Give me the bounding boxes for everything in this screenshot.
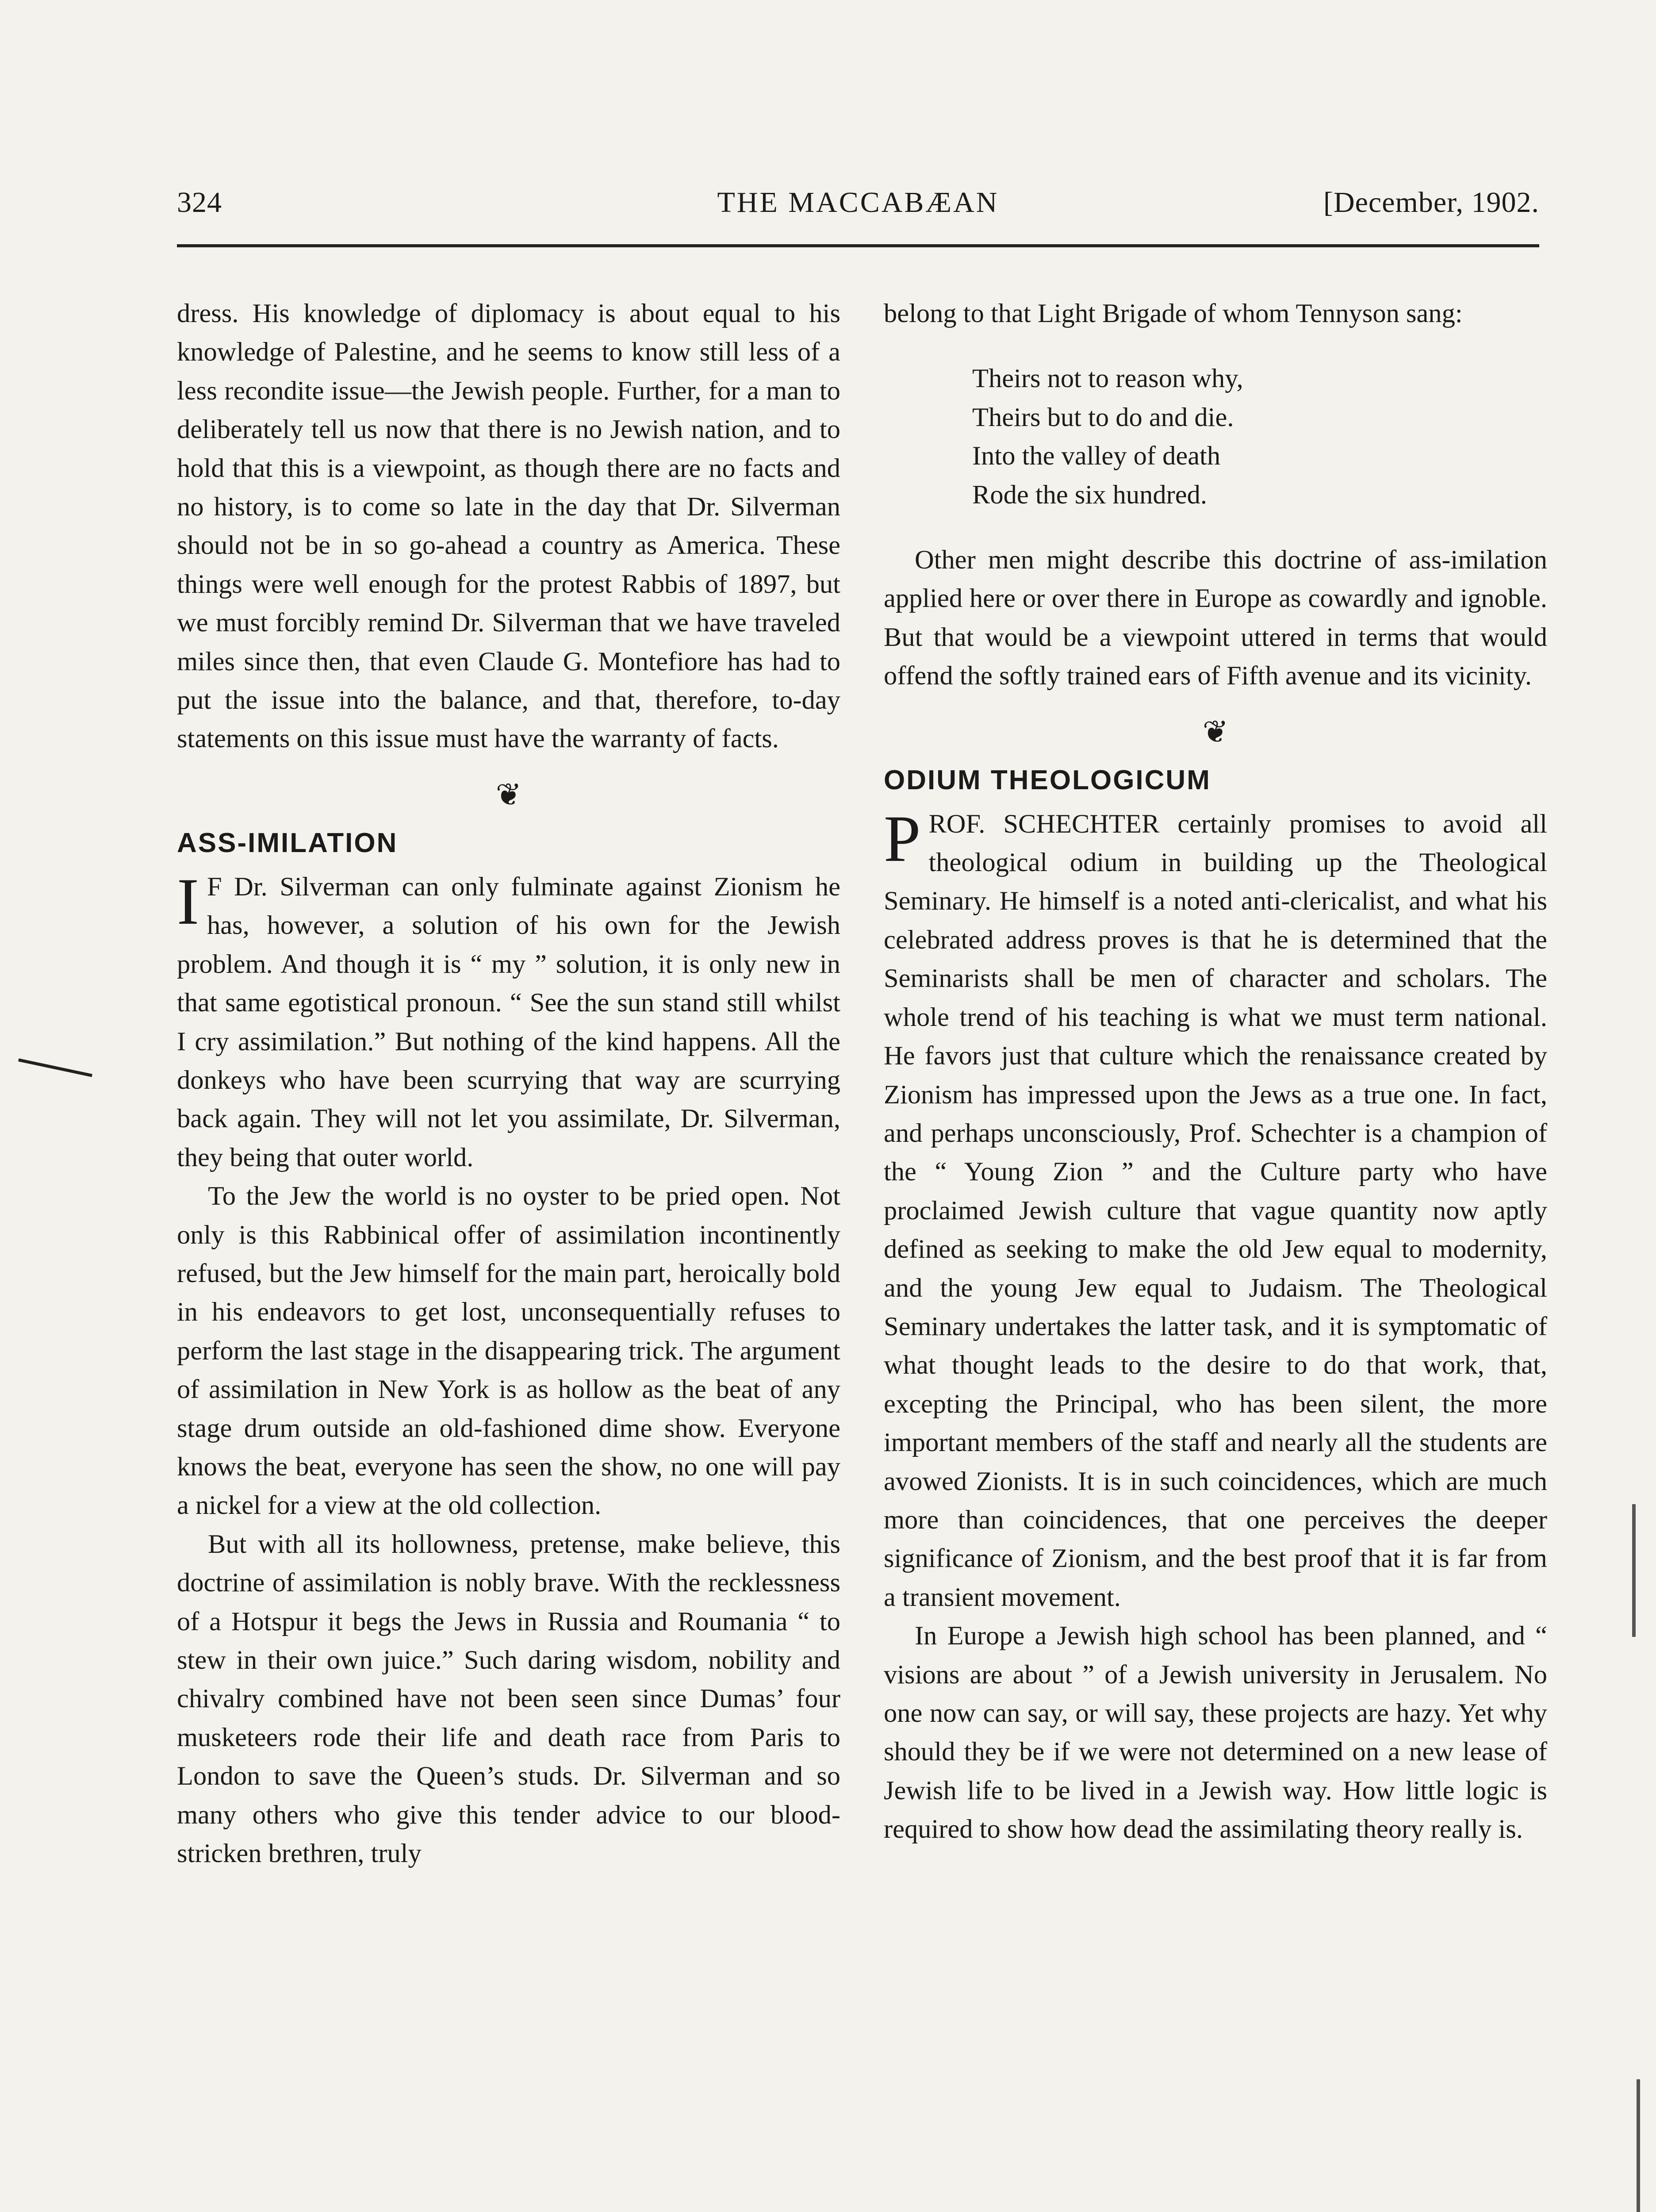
- left-paragraph-3: To the Jew the world is no oyster to be pried open. Not only is this Rabbinical offer of assimilation incontinently refused, but the Jew himself for the main part, heroically bold in his endeavors to get lost, unconsequentially refuses to perform the last stage in the disappearing trick. The argument of assimilation in New York is as hollow as the beat of any stage drum outside an old-fashioned dime show. Everyone knows the beat, everyone has seen the show, no one will pay a nickel for a view at the old collection.: [177, 1181, 840, 1521]
- drop-cap: I: [177, 864, 199, 938]
- right-column: [884, 294, 1547, 1849]
- poem-line: Into the valley of death: [972, 441, 1221, 471]
- fleuron-ornament: ❦: [1202, 715, 1229, 749]
- issue-date: [December, 1902.: [1323, 186, 1539, 219]
- right-paragraph-3: [884, 802, 1547, 1617]
- left-paragraph-2: [177, 864, 840, 1177]
- scan-margin-mark: [18, 1058, 92, 1077]
- left-paragraph-4: But with all its hollowness, pretense, make believe, this doctrine of assimilation is nobly brave. With the recklessness of a Hotspur it begs the Jews in Russia and Roumania “ to stew in their own juice.” Such daring wisdom, nobility and chivalry combined have not been seen since Dumas’ four musketeers rode their life and death race from Paris to London to save the Queen’s studs. Dr. Silverman and so many others who give this tender advice to our blood-stricken brethren, truly: [177, 1529, 840, 1869]
- right-paragraph-4: In Europe a Jewish high school has been planned, and “ visions are about ” of a Jewish university in Jerusalem. No one now can say, or will say, these projects are hazy. Yet why should they be if we were not determined on a new lease of Jewish life to be lived in a Jewish way. How little logic is required to show how dead the assimilating theory really is.: [884, 1621, 1547, 1844]
- right-paragraph-3-text: ROF. SCHECHTER certainly promises to avoid all theological odium in building up the Theological Seminary. He himself is a noted anti-clericalist, and what his celebrated address proves is that he is determined that the Seminarists shall be men of character and scholars. The whole trend of his teaching is what we must term national. He favors just that culture which the renaissance created by Zionism has impressed upon the Jews as a true one. In fact, and perhaps unconsciously, Prof. Schechter is a champion of the “ Young Zion ” and the Culture party who have proclaimed Jewish culture that vague quantity now aptly defined as seeking to make the old Jew equal to modernity, and the young Jew equal to Judaism. The Theological Seminary undertakes the latter task, and it is symptomatic of what thought leads to the desire to do that work, that, excepting the Principal, who has been silent, the more important members of the staff and nearly all the students are avowed Zionists. It is in such coincidences, which are much more than coincidences, that one perceives the deeper significance of Zionism, and the best proof that it is far from a transient movement.: [884, 809, 1547, 1612]
- right-paragraph-1: belong to that Light Brigade of whom Tennyson sang:: [884, 299, 1463, 328]
- scan-edge-mark: [1637, 2079, 1640, 2212]
- left-paragraph-1: dress. His knowledge of diplomacy is about equal to his knowledge of Palestine, and he seems to know still less of a less recondite issue—the Jewish people. Further, for a man to deliberately tell us now that there is no Jewish nation, and to hold that this is a viewpoint, as though there are no facts and no history, is to come so late in the day that Dr. Silverman should not be in so go-ahead a country as America. These things were well enough for the protest Rabbis of 1897, but we must forcibly remind Dr. Silverman that we have traveled miles since then, that even Claude G. Montefiore has had to put the issue into the balance, and that, therefore, to-day statements on this issue must have the warranty of facts.: [177, 299, 840, 754]
- drop-cap: P: [884, 802, 921, 876]
- left-column: [177, 294, 840, 1873]
- section-heading-odium-theologicum: ODIUM THEOLOGICUM: [884, 764, 1211, 795]
- poem-line: Theirs not to reason why,: [972, 364, 1243, 394]
- poem-line: Rode the six hundred.: [972, 480, 1207, 510]
- running-header: [177, 186, 1539, 234]
- journal-title: THE MACCABÆAN: [717, 186, 999, 219]
- header-rule: [177, 244, 1539, 247]
- right-paragraph-2: Other men might describe this doctrine of ass-imilation applied here or over there in Europe as cowardly and ignoble. But that would be a viewpoint uttered in terms that would offend the softly trained ears of Fifth avenue and its vicinity.: [884, 545, 1547, 691]
- scan-edge-mark: [1632, 1504, 1636, 1637]
- poem-line: Theirs but to do and die.: [972, 402, 1234, 432]
- section-heading-assimilation: ASS-IMILATION: [177, 827, 398, 858]
- fleuron-ornament: ❦: [495, 778, 522, 812]
- left-paragraph-2-text: F Dr. Silverman can only fulminate against Zionism he has, however, a solution of his own for the Jewish problem. And though it is “ my ” solution, it is only new in that same egotistical pronoun. “ See the sun stand still whilst I cry assimilation.” But nothing of the kind happens. All the donkeys who have been scurrying that way are scurrying back again. They will not let you assimilate, Dr. Silverman, they being that outer world.: [177, 872, 840, 1172]
- page-number: 324: [177, 186, 222, 219]
- poem-quote: [972, 359, 1547, 514]
